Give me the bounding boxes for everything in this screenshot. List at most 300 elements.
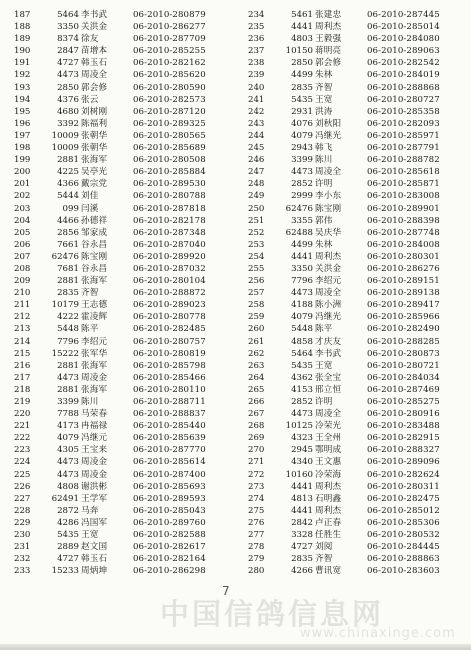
row-code: 4079 (291, 312, 313, 323)
row-number: 198 (14, 143, 31, 154)
row-code: 8374 (57, 34, 79, 45)
list-row (14, 178, 240, 190)
row-registration: 06-2010-285884 (132, 167, 206, 178)
row-registration: 06-2010-280757 (132, 336, 206, 347)
row-number: 194 (14, 94, 31, 105)
row-code: 15222 (51, 348, 79, 359)
row-code: 4079 (57, 433, 79, 444)
list-row (248, 215, 471, 227)
row-number: 215 (14, 348, 31, 359)
row-number: 239 (248, 70, 265, 81)
row-code: 4076 (291, 118, 313, 129)
row-code: 4727 (291, 542, 313, 553)
row-name: 周利杰 (314, 481, 342, 492)
row-number: 220 (14, 409, 31, 420)
row-registration: 06-2010-288711 (132, 397, 206, 407)
list-row (14, 287, 240, 299)
row-name: 韩玉石 (80, 554, 108, 565)
row-registration: 06-2010-284019 (366, 70, 440, 81)
row-registration: 06-2010-287791 (366, 143, 440, 154)
row-number: 255 (248, 263, 265, 274)
row-registration: 06-2010-285440 (132, 421, 206, 432)
row-number: 208 (14, 263, 31, 274)
row-number: 276 (248, 517, 265, 528)
row-name: 冯继光 (314, 130, 342, 141)
row-code: 4286 (57, 517, 79, 528)
list-row (248, 360, 471, 372)
row-number: 211 (14, 300, 31, 311)
row-registration: 06-2010-285014 (366, 22, 440, 33)
list-row (14, 69, 240, 81)
row-number: 278 (248, 542, 265, 553)
row-registration: 06-2010-289530 (132, 179, 206, 190)
row-name: 张海军 (80, 360, 108, 371)
row-name: 张建忠 (314, 10, 342, 20)
row-code: 2842 (291, 517, 313, 528)
row-code: 4441 (291, 22, 313, 33)
row-number: 246 (248, 155, 265, 166)
row-name: 陈宝刚 (80, 251, 108, 262)
list-row (14, 432, 240, 444)
row-code: 4366 (57, 179, 79, 190)
row-name: 冷荣海 (314, 469, 342, 480)
row-code: 4188 (291, 300, 313, 311)
list-row (248, 154, 471, 166)
row-registration: 06-2010-282475 (366, 493, 440, 504)
row-registration: 06-2010-280819 (132, 348, 206, 359)
list-row (248, 517, 471, 529)
row-number: 242 (248, 106, 265, 117)
row-registration: 06-2010-285275 (366, 397, 440, 407)
row-number: 254 (248, 251, 265, 262)
row-name: 王宽 (314, 94, 333, 105)
row-code: 3399 (57, 397, 79, 407)
row-code: 7661 (57, 239, 79, 250)
row-number: 206 (14, 239, 31, 250)
row-name: 徐友 (80, 34, 99, 45)
row-number: 196 (14, 118, 31, 129)
row-code: 2881 (57, 276, 79, 287)
row-registration: 06-2010-288863 (366, 554, 440, 565)
row-code: 2852 (291, 179, 313, 190)
row-code: 2943 (291, 143, 313, 154)
row-code: 2850 (291, 58, 313, 69)
list-row (248, 287, 471, 299)
row-number: 277 (248, 530, 265, 541)
row-code: 7796 (291, 276, 313, 287)
row-number: 223 (14, 445, 31, 456)
row-registration: 06-2010-280311 (366, 481, 440, 492)
list-row (248, 299, 471, 311)
row-code: 5435 (291, 360, 313, 371)
row-number: 232 (14, 554, 31, 565)
row-registration: 06-2010-280104 (132, 276, 206, 287)
row-registration: 06-2010-282485 (132, 324, 206, 335)
row-code: 4499 (291, 239, 313, 250)
list-row (248, 408, 471, 420)
row-number: 190 (14, 46, 31, 57)
list-row (14, 553, 240, 565)
row-number: 203 (14, 203, 31, 214)
row-name: 齐智 (314, 82, 333, 93)
row-name: 周利杰 (314, 505, 342, 516)
row-code: 7788 (57, 409, 79, 420)
row-name: 曹讯宽 (314, 566, 342, 577)
row-name: 刘树刚 (80, 106, 108, 117)
list-row (248, 469, 471, 481)
list-row (14, 82, 240, 94)
row-number: 201 (14, 179, 31, 190)
page-number: 7 (222, 584, 230, 598)
row-number: 200 (14, 167, 31, 178)
row-registration: 06-2010-283488 (366, 421, 440, 432)
list-row (14, 154, 240, 166)
row-registration: 06-2010-286298 (132, 566, 206, 577)
list-row (248, 396, 471, 408)
list-row (248, 456, 471, 468)
row-registration: 06-2010-285012 (366, 505, 440, 516)
list-row (248, 420, 471, 432)
row-registration: 06-2010-288837 (132, 409, 206, 420)
row-registration: 06-2010-285466 (132, 372, 206, 383)
row-name: 郭伟 (314, 215, 333, 226)
row-code: 5435 (291, 94, 313, 105)
row-name: 洪涛 (314, 106, 333, 117)
row-name: 韩飞 (314, 143, 333, 154)
row-name: 才庆友 (314, 336, 342, 347)
row-registration: 06-2010-280301 (366, 251, 440, 262)
row-code: 4222 (57, 312, 79, 323)
row-number: 240 (248, 82, 265, 93)
row-name: 王学军 (80, 493, 108, 504)
list-row (14, 541, 240, 553)
row-number: 221 (14, 421, 31, 432)
row-number: 219 (14, 397, 31, 407)
row-registration: 06-2010-287120 (132, 106, 206, 117)
row-name: 刘秋阳 (314, 118, 342, 129)
row-registration: 06-2010-282178 (132, 215, 206, 226)
row-code: 4153 (291, 384, 313, 395)
row-number: 204 (14, 215, 31, 226)
row-number: 259 (248, 312, 265, 323)
row-number: 267 (248, 409, 265, 420)
row-name: 李绍元 (314, 276, 342, 287)
row-code: 2852 (291, 397, 313, 407)
list-row (248, 45, 471, 57)
row-number: 226 (14, 481, 31, 492)
row-name: 王全州 (314, 433, 342, 444)
row-name: 苗增本 (80, 46, 108, 57)
list-row (14, 348, 240, 360)
row-code: 4173 (57, 421, 79, 432)
row-name: 陈福利 (80, 118, 108, 129)
row-number: 245 (248, 143, 265, 154)
row-code: 2931 (291, 106, 313, 117)
row-code: 5435 (57, 530, 79, 541)
row-code: 4376 (57, 94, 79, 105)
row-registration: 06-2010-280778 (132, 312, 206, 323)
row-name: 邹家成 (80, 227, 108, 238)
list-row (14, 227, 240, 239)
row-registration: 06-2010-280916 (366, 409, 440, 420)
row-registration: 06-2010-288868 (366, 82, 440, 93)
row-code: 4858 (291, 336, 313, 347)
row-registration: 06-2010-282162 (132, 58, 206, 69)
list-row (14, 323, 240, 335)
row-name: 王宽 (80, 530, 99, 541)
row-registration: 06-2010-284008 (366, 239, 440, 250)
row-code: 2835 (291, 82, 313, 93)
row-number: 262 (248, 348, 265, 359)
row-name: 张云 (80, 94, 99, 105)
row-code: 10009 (51, 143, 79, 154)
row-registration: 06-2010-287040 (132, 239, 206, 250)
row-number: 274 (248, 493, 265, 504)
row-code: 7796 (57, 336, 79, 347)
row-number: 192 (14, 70, 31, 81)
row-number: 230 (14, 530, 31, 541)
row-registration: 06-2010-288398 (366, 215, 440, 226)
row-name: 朱林 (314, 239, 333, 250)
row-registration: 06-2010-288872 (132, 288, 206, 299)
row-code: 2872 (57, 505, 79, 516)
row-code: 4473 (57, 469, 79, 480)
row-number: 207 (14, 251, 31, 262)
row-registration: 06-2010-285971 (366, 130, 440, 141)
row-code: 62491 (51, 493, 79, 504)
row-registration: 06-2010-287348 (132, 227, 206, 238)
list-row (14, 118, 240, 130)
row-code: 4473 (57, 372, 79, 383)
row-number: 265 (248, 384, 265, 395)
row-registration: 06-2010-280532 (366, 530, 440, 541)
row-number: 218 (14, 384, 31, 395)
row-name: 张朝华 (80, 143, 108, 154)
list-row (248, 69, 471, 81)
row-number: 250 (248, 203, 265, 214)
row-code: 4499 (291, 70, 313, 81)
row-registration: 06-2010-280727 (366, 94, 440, 105)
row-number: 234 (248, 10, 265, 20)
row-registration: 06-2010-285306 (366, 517, 440, 528)
row-name: 吴庆华 (314, 227, 342, 238)
row-registration: 06-2010-284034 (366, 372, 440, 383)
row-code: 5464 (57, 10, 79, 20)
list-row (248, 384, 471, 396)
row-number: 272 (248, 469, 265, 480)
list-row (248, 336, 471, 348)
row-code: 4441 (291, 481, 313, 492)
list-row (14, 372, 240, 384)
row-number: 228 (14, 505, 31, 516)
list-row (248, 130, 471, 142)
row-number: 270 (248, 445, 265, 456)
row-name: 朱林 (314, 70, 333, 81)
list-row (248, 106, 471, 118)
row-number: 210 (14, 288, 31, 299)
row-name: 周凌金 (80, 457, 108, 468)
list-row (14, 360, 240, 372)
list-row (248, 505, 471, 517)
row-name: 吴亭光 (80, 167, 108, 178)
row-name: 周凌全 (314, 167, 342, 178)
row-name: 谢洪彬 (80, 481, 108, 492)
list-row (248, 311, 471, 323)
row-name: 李书武 (314, 348, 342, 359)
row-number: 216 (14, 360, 31, 371)
row-registration: 06-2010-280721 (366, 360, 440, 371)
row-number: 261 (248, 336, 265, 347)
row-name: 韩玉石 (80, 58, 108, 69)
row-registration: 06-2010-289063 (366, 46, 440, 57)
row-number: 256 (248, 276, 265, 287)
row-code: 10125 (285, 421, 313, 432)
row-registration: 06-2010-285689 (132, 143, 206, 154)
list-row (14, 45, 240, 57)
row-number: 225 (14, 469, 31, 480)
list-row (248, 33, 471, 45)
row-name: 王宝来 (80, 445, 108, 456)
row-number: 199 (14, 155, 31, 166)
list-row (248, 9, 471, 21)
list-row (14, 420, 240, 432)
row-number: 269 (248, 433, 265, 444)
row-name: 郭会修 (314, 58, 342, 69)
row-registration: 06-2010-287400 (132, 469, 206, 480)
row-code: 4473 (57, 457, 79, 468)
row-code: 4473 (291, 288, 313, 299)
row-name: 齐智 (80, 288, 99, 299)
list-row (248, 57, 471, 69)
row-registration: 06-2010-280508 (132, 155, 206, 166)
list-row (14, 190, 240, 202)
row-name: 冉福禄 (80, 421, 108, 432)
row-registration: 06-2010-287818 (132, 203, 206, 214)
row-code: 7681 (57, 263, 79, 274)
row-registration: 06-2010-288285 (366, 336, 440, 347)
row-name: 任胜生 (314, 530, 342, 541)
row-name: 周利杰 (314, 251, 342, 262)
row-registration: 06-2010-287032 (132, 263, 206, 274)
row-number: 241 (248, 94, 265, 105)
row-code: 10160 (285, 469, 313, 480)
row-registration: 06-2010-280565 (132, 130, 206, 141)
row-number: 247 (248, 167, 265, 178)
row-name: 冷荣光 (314, 421, 342, 432)
row-name: 鄂明成 (314, 445, 342, 456)
row-registration: 06-2010-282617 (132, 542, 206, 553)
row-name: 周凌全 (314, 288, 342, 299)
row-name: 王文惠 (314, 457, 342, 468)
row-code: 3355 (291, 215, 313, 226)
row-number: 213 (14, 324, 31, 335)
list-row (248, 203, 471, 215)
row-name: 陈川 (80, 397, 99, 407)
list-row (14, 493, 240, 505)
row-name: 周凌全 (314, 409, 342, 420)
row-name: 蒋明亮 (314, 46, 342, 57)
row-registration: 06-2010-283603 (366, 566, 440, 577)
row-number: 251 (248, 215, 265, 226)
list-row (248, 481, 471, 493)
row-code: 2881 (57, 155, 79, 166)
row-registration: 06-2010-286276 (366, 263, 440, 274)
list-row (248, 118, 471, 130)
row-number: 189 (14, 34, 31, 45)
list-row (248, 166, 471, 178)
row-registration: 06-2010-287770 (132, 445, 206, 456)
row-name: 张海军 (80, 384, 108, 395)
row-name: 谷永昌 (80, 239, 108, 250)
row-code: 62476 (51, 251, 79, 262)
list-row (248, 190, 471, 202)
row-number: 263 (248, 360, 265, 371)
row-name: 陈平 (80, 324, 99, 335)
row-registration: 06-2010-285614 (132, 457, 206, 468)
list-row (248, 94, 471, 106)
row-code: 10009 (51, 130, 79, 141)
row-name: 王毅强 (314, 34, 342, 45)
row-number: 235 (248, 22, 265, 33)
row-name: 王志德 (80, 300, 108, 311)
row-name: 邢立恒 (314, 384, 342, 395)
list-row (248, 21, 471, 33)
row-number: 244 (248, 130, 265, 141)
row-number: 279 (248, 554, 265, 565)
list-row (248, 275, 471, 287)
list-row (14, 408, 240, 420)
row-registration: 06-2010-289096 (366, 457, 440, 468)
list-row (14, 203, 240, 215)
list-row (14, 444, 240, 456)
row-registration: 06-2010-289760 (132, 517, 206, 528)
list-row (14, 481, 240, 493)
row-number: 233 (14, 566, 31, 577)
row-registration: 06-2010-282573 (132, 94, 206, 105)
row-code: 4473 (291, 409, 313, 420)
row-number: 260 (248, 324, 265, 335)
row-number: 191 (14, 58, 31, 69)
row-name: 周凌金 (80, 469, 108, 480)
row-registration: 06-2010-288782 (366, 155, 440, 166)
list-row (14, 263, 240, 275)
row-registration: 06-2010-287469 (366, 384, 440, 395)
watermark-text: 中国信鸽信息网 (160, 597, 385, 631)
row-name: 关洪金 (80, 22, 108, 33)
row-code: 62488 (285, 227, 313, 238)
row-name: 石明鑫 (314, 493, 342, 504)
row-code: 3392 (57, 118, 79, 129)
row-registration: 06-2010-289325 (132, 118, 206, 129)
row-code: 4441 (291, 251, 313, 262)
row-name: 郭会修 (80, 82, 108, 93)
row-number: 214 (14, 336, 31, 347)
list-row (248, 541, 471, 553)
row-number: 257 (248, 288, 265, 299)
row-name: 张海军 (80, 276, 108, 287)
row-number: 248 (248, 179, 265, 190)
list-row (248, 227, 471, 239)
row-registration: 06-2010-282915 (366, 433, 440, 444)
row-registration: 06-2010-287709 (132, 34, 206, 45)
row-name: 戴宗党 (80, 179, 108, 190)
row-number: 266 (248, 397, 265, 407)
row-name: 陈宝刚 (314, 203, 342, 214)
row-name: 冯继元 (80, 433, 108, 444)
row-registration: 06-2010-280873 (366, 348, 440, 359)
row-name: 谷永昌 (80, 263, 108, 274)
row-code: 4441 (291, 505, 313, 516)
